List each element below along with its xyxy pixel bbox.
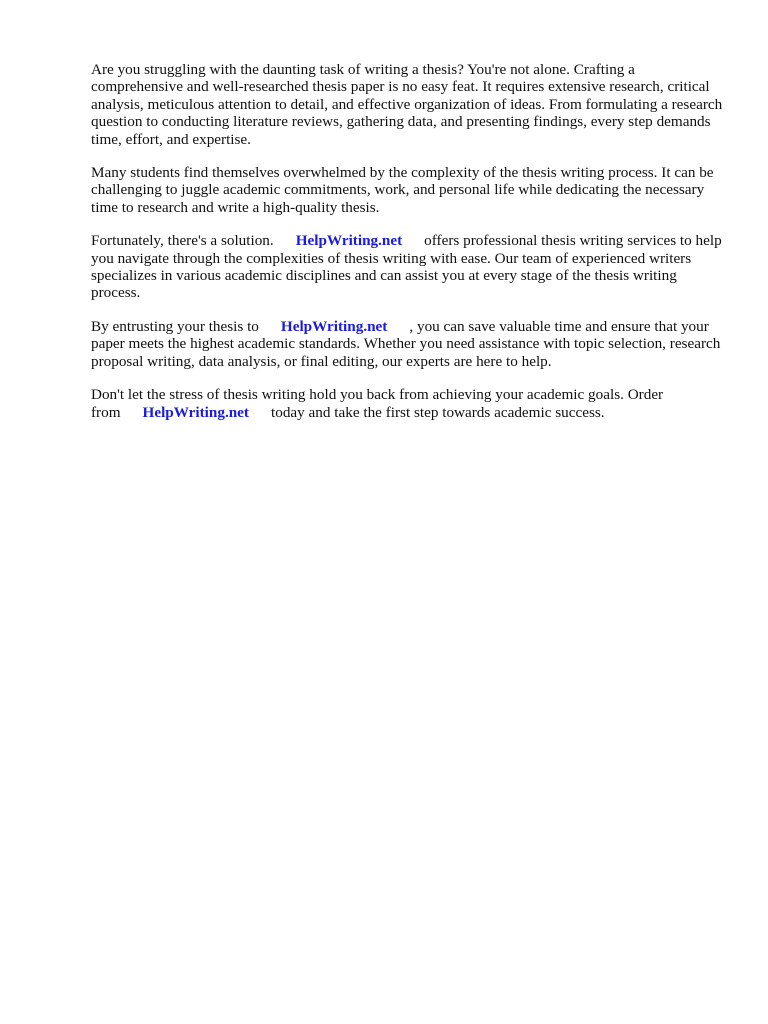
document-body (91, 61, 727, 437)
paragraph-text: Are you struggling with the daunting task of writing a thesis? You're not alone. Crafting a comprehensive and well-researched thesis paper is no easy feat. It requires extensive research, critical analysis, meticulous attention to detail, and effective organization of ideas. From formulating a research question to conducting literature reviews, gathering data, and presenting findings, every step demands time, effort, and expertise. (91, 61, 723, 148)
paragraph-text: today and take the first step towards academic success. (271, 403, 605, 421)
paragraph-text: Fortunately, there's a solution. (91, 232, 274, 250)
helpwriting-link[interactable]: HelpWriting.net (295, 232, 403, 250)
paragraph-order (91, 386, 727, 421)
paragraph-text: Many students find themselves overwhelmed by the complexity of the thesis writing process. It can be challenging to juggle academic commitments, work, and personal life while dedicating the necessary time to research and write a high-quality thesis. (91, 164, 714, 216)
paragraph-intro (91, 61, 727, 148)
paragraph-text: offers professional thesis writing services to help you navigate through the complexities of thesis writing with ease. Our team of experienced writers specializes in various academic disciplines and can assist you at every stage of the thesis writing process. (91, 232, 722, 302)
paragraph-text: Don't let the stress of thesis writing hold you back from achieving your academic goals. Order from (91, 386, 664, 421)
paragraph-text: , you can save valuable time and ensure that your paper meets the highest academic standards. Whether you need assistance with topic selection, research proposal writing, data analysis, or final editing, our experts are here to help. (91, 317, 721, 370)
helpwriting-link[interactable]: HelpWriting.net (280, 317, 388, 335)
paragraph-overwhelmed (91, 164, 727, 216)
paragraph-entrusting (91, 318, 727, 370)
helpwriting-link[interactable]: HelpWriting.net (142, 403, 249, 421)
paragraph-solution (91, 232, 727, 302)
paragraph-text: By entrusting your thesis to (91, 317, 259, 335)
